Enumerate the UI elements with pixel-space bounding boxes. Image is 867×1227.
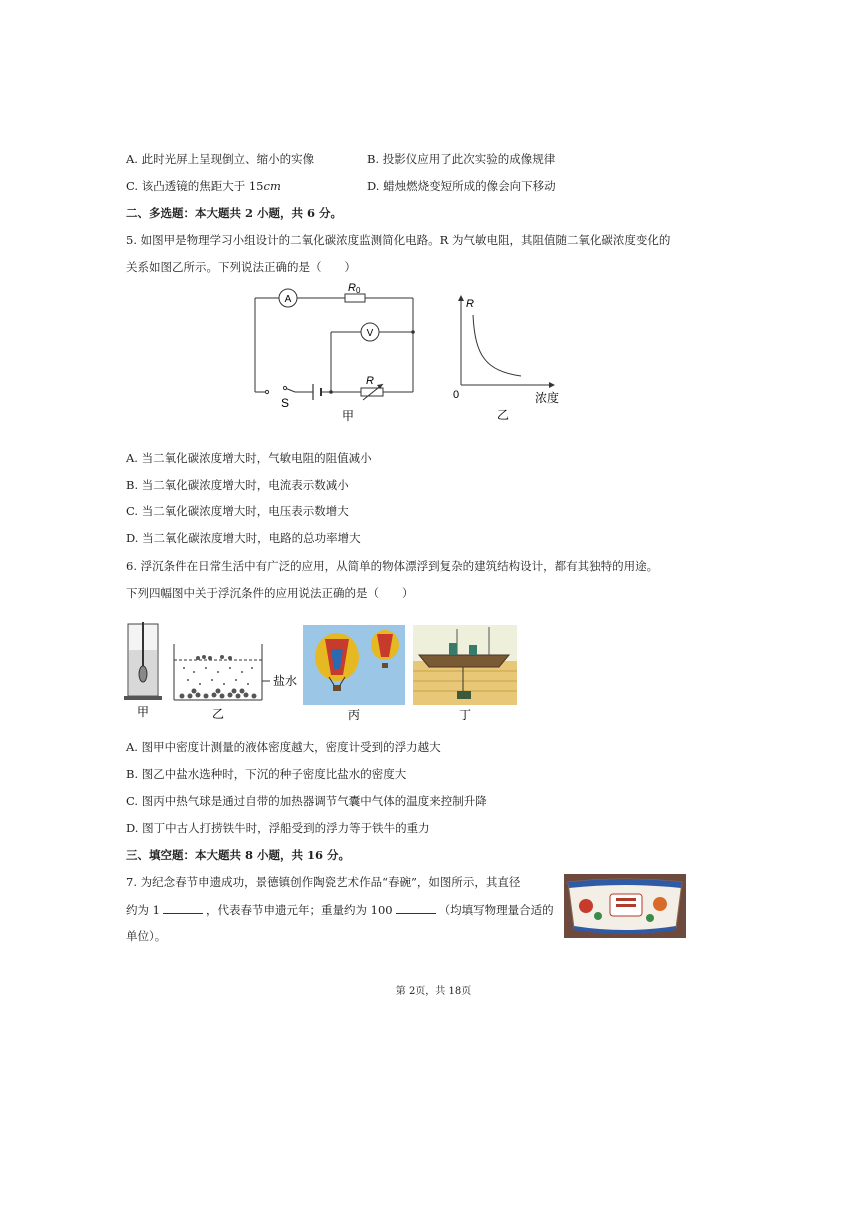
voltmeter-label: V bbox=[366, 328, 374, 339]
q7-spring-bowl-image bbox=[564, 874, 686, 938]
fig-jia-label: 甲 bbox=[136, 705, 150, 719]
q5-circuit-diagram bbox=[245, 280, 435, 428]
q7-text-b: ，代表春节申遗元年；重量约为 100 bbox=[205, 903, 393, 917]
fig-yi-side-label: 盐水 bbox=[273, 674, 298, 688]
q4-option-c-text: C. 该凸透镜的焦距大于 15 bbox=[126, 179, 264, 193]
page-footer: 第 2页，共 18页 bbox=[395, 986, 472, 997]
graph-origin: 0 bbox=[453, 389, 460, 401]
q7-stem-line1: 7. 为纪念春节申遗成功，景德镇创作陶瓷艺术作品“春碗”，如图所示，其直径 bbox=[126, 875, 521, 889]
q4-option-c bbox=[126, 178, 281, 194]
q5-option-d: D. 当二氧化碳浓度增大时，电路的总功率增大 bbox=[126, 531, 361, 545]
q7-stem-line2 bbox=[126, 901, 554, 918]
q6-stem-line1: 6. 浮沉条件在日常生活中有广泛的应用，从简单的物体漂浮到复杂的建筑结构设计，都有其独特的用途。 bbox=[126, 559, 659, 573]
q7-stem-line3: 单位）。 bbox=[126, 929, 167, 943]
q6-stem-line2: 下列四幅图中关于浮沉条件的应用说法正确的是（ ） bbox=[126, 586, 414, 600]
q7-text-a: 约为 1 bbox=[126, 903, 160, 917]
section2-title: 二、多选题：本大题共 2 小题，共 6 分。 bbox=[126, 206, 343, 220]
q7-text-c: （均填写物理量合适的 bbox=[438, 903, 554, 917]
fig-ding-label: 丁 bbox=[458, 708, 472, 722]
q6-option-b: B. 图乙中盐水选种时，下沉的种子密度比盐水的密度大 bbox=[126, 767, 407, 781]
q4-option-d: D. 蜡烛燃烧变短所成的像会向下移动 bbox=[367, 179, 556, 193]
q6-figure-ding-salvage-boat bbox=[413, 625, 517, 723]
fig-yi-label: 乙 bbox=[211, 707, 225, 721]
q5-r-vs-concentration-graph bbox=[445, 293, 565, 425]
section3-title: 三、填空题：本大题共 8 小题，共 16 分。 bbox=[126, 848, 351, 862]
q6-option-d: D. 图丁中古人打捞铁牛时，浮船受到的浮力等于铁牛的重力 bbox=[126, 821, 430, 835]
graph-y-label: R bbox=[466, 298, 474, 310]
q6-option-c: C. 图丙中热气球是通过自带的加热器调节气囊中气体的温度来控制升降 bbox=[126, 794, 487, 808]
graph-caption: 乙 bbox=[496, 408, 510, 422]
q7-blank-2[interactable] bbox=[396, 901, 436, 914]
q5-stem-line2: 关系如图乙所示。下列说法正确的是（ ） bbox=[126, 260, 356, 274]
r0-subscript: 0 bbox=[356, 286, 361, 295]
circuit-caption: 甲 bbox=[341, 409, 355, 423]
q6-figure-yi-salt-water bbox=[170, 638, 304, 722]
q6-figure-jia-hydrometer bbox=[122, 618, 168, 722]
q4-option-c-unit: cm bbox=[263, 179, 281, 193]
q5-stem-line1: 5. 如图甲是物理学习小组设计的二氧化碳浓度监测简化电路。R 为气敏电阻，其阻值随二氧化碳浓度变化的 bbox=[126, 233, 671, 247]
switch-label: S bbox=[280, 396, 290, 410]
q4-option-b: B. 投影仪应用了此次实验的成像规律 bbox=[367, 152, 556, 166]
q7-blank-1[interactable] bbox=[163, 901, 203, 914]
q4-option-a: A. 此时光屏上呈现倒立、缩小的实像 bbox=[126, 152, 315, 166]
q6-option-a: A. 图甲中密度计测量的液体密度越大，密度计受到的浮力越大 bbox=[126, 740, 441, 754]
q5-option-b: B. 当二氧化碳浓度增大时，电流表示数减小 bbox=[126, 478, 349, 492]
r-label: R bbox=[366, 375, 374, 387]
q5-option-c: C. 当二氧化碳浓度增大时，电压表示数增大 bbox=[126, 504, 349, 518]
q6-figure-bing-hot-air-balloons bbox=[303, 625, 405, 723]
q5-option-a: A. 当二氧化碳浓度增大时，气敏电阻的阻值减小 bbox=[126, 451, 372, 465]
graph-x-label: 浓度 bbox=[535, 391, 560, 405]
ammeter-label: A bbox=[284, 294, 292, 305]
r0-label: R bbox=[348, 282, 356, 294]
fig-bing-label: 丙 bbox=[347, 708, 361, 722]
